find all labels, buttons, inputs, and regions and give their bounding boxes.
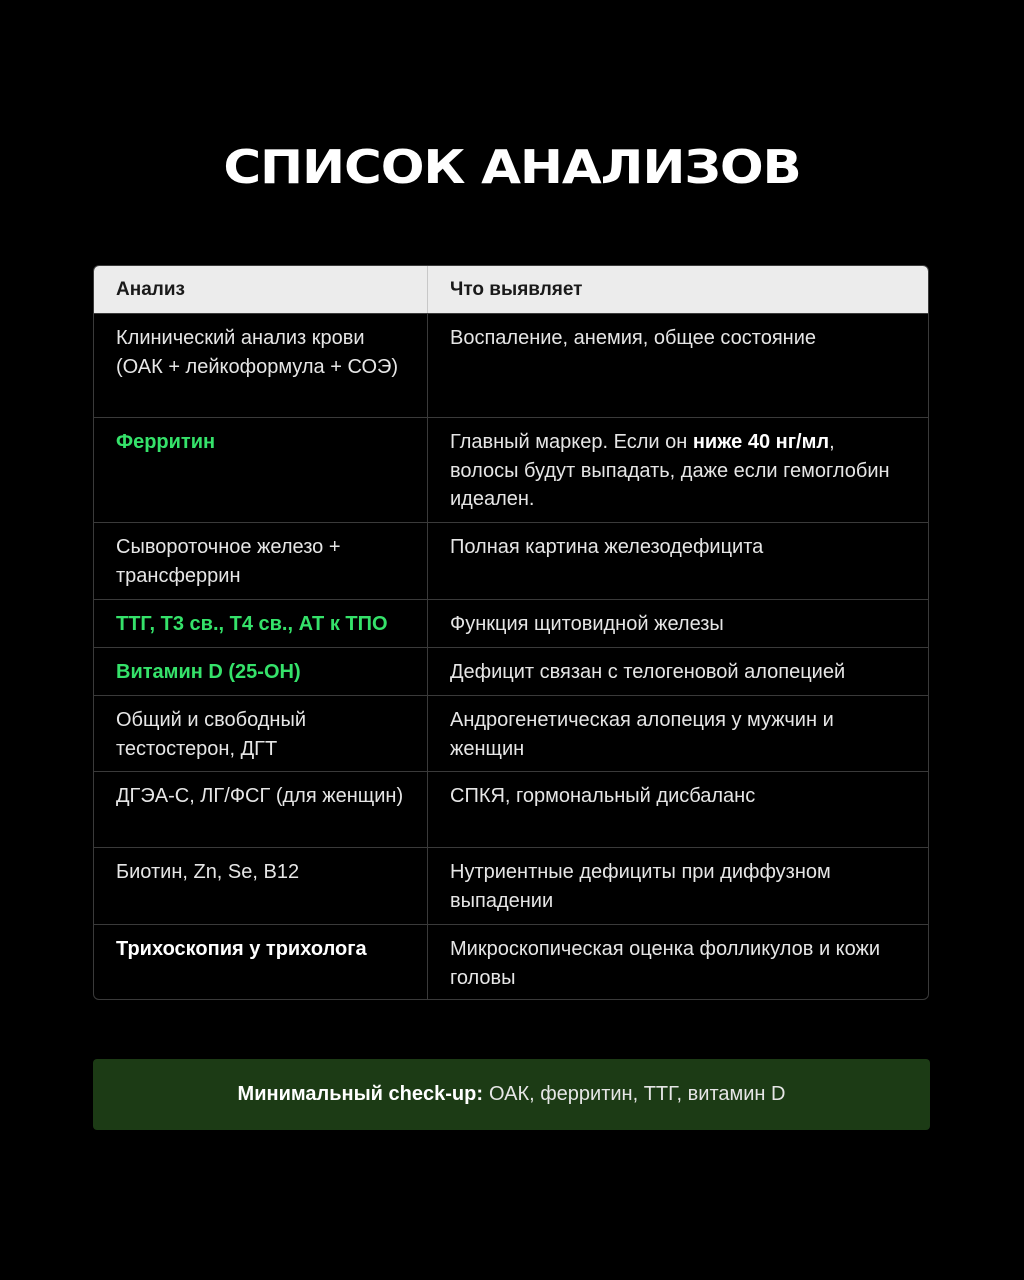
test-name: ТТГ, Т3 св., Т4 св., АТ к ТПО (94, 600, 428, 647)
table-row (94, 695, 928, 771)
test-reveals (428, 418, 928, 522)
test-name: Трихоскопия у трихолога (94, 925, 428, 999)
callout-text: ОАК, ферритин, ТТГ, витамин D (489, 1083, 786, 1105)
test-reveals: Воспаление, анемия, общее состояние (450, 327, 817, 349)
table-row (94, 647, 928, 695)
table-row (94, 522, 928, 599)
test-reveals: Дефицит связан с телогеновой алопецией (450, 661, 846, 683)
test-name: Общий и свободный тестостерон, ДГТ (94, 696, 428, 771)
test-reveals: Нутриентные дефициты при диффузном выпадении (450, 861, 831, 912)
reveals-highlight: ниже 40 нг/мл (692, 431, 830, 453)
tests-table (93, 265, 929, 1000)
test-name: ДГЭА-С, ЛГ/ФСГ (для женщин) (94, 772, 428, 847)
test-reveals: Функция щитовидной железы (450, 613, 724, 635)
callout-label: Минимальный check-up: (237, 1083, 483, 1105)
test-reveals: СПКЯ, гормональный дисбаланс (450, 785, 756, 807)
table-header-row (94, 266, 928, 313)
table-row (94, 313, 928, 417)
table-row (94, 417, 928, 522)
reveals-text: Главный маркер. Если он (450, 431, 693, 453)
test-reveals: Полная картина железодефицита (450, 536, 764, 558)
test-reveals: Микроскопическая оценка фолликулов и кожи головы (450, 938, 881, 989)
table-row (94, 771, 928, 847)
page-title: СПИСОК АНАЛИЗОВ (223, 140, 801, 194)
reveals-text: , волосы будут выпадать, даже если гемоглобин идеален. (450, 431, 890, 510)
test-name: Ферритин (94, 418, 428, 522)
table-row (94, 599, 928, 647)
test-name: Клинический анализ крови (ОАК + лейкоформула + СОЭ) (94, 314, 428, 417)
test-reveals: Андрогенетическая алопеция у мужчин и женщин (450, 709, 834, 760)
test-name: Сывороточное железо + трансферрин (94, 523, 428, 599)
header-reveals: Что выявляет (450, 279, 583, 300)
test-name: Витамин D (25-OH) (94, 648, 428, 695)
table-row (94, 847, 928, 924)
table-row (94, 924, 928, 999)
test-name: Биотин, Zn, Se, B12 (94, 848, 428, 924)
header-test: Анализ (94, 266, 428, 313)
checkup-callout (93, 1059, 930, 1130)
